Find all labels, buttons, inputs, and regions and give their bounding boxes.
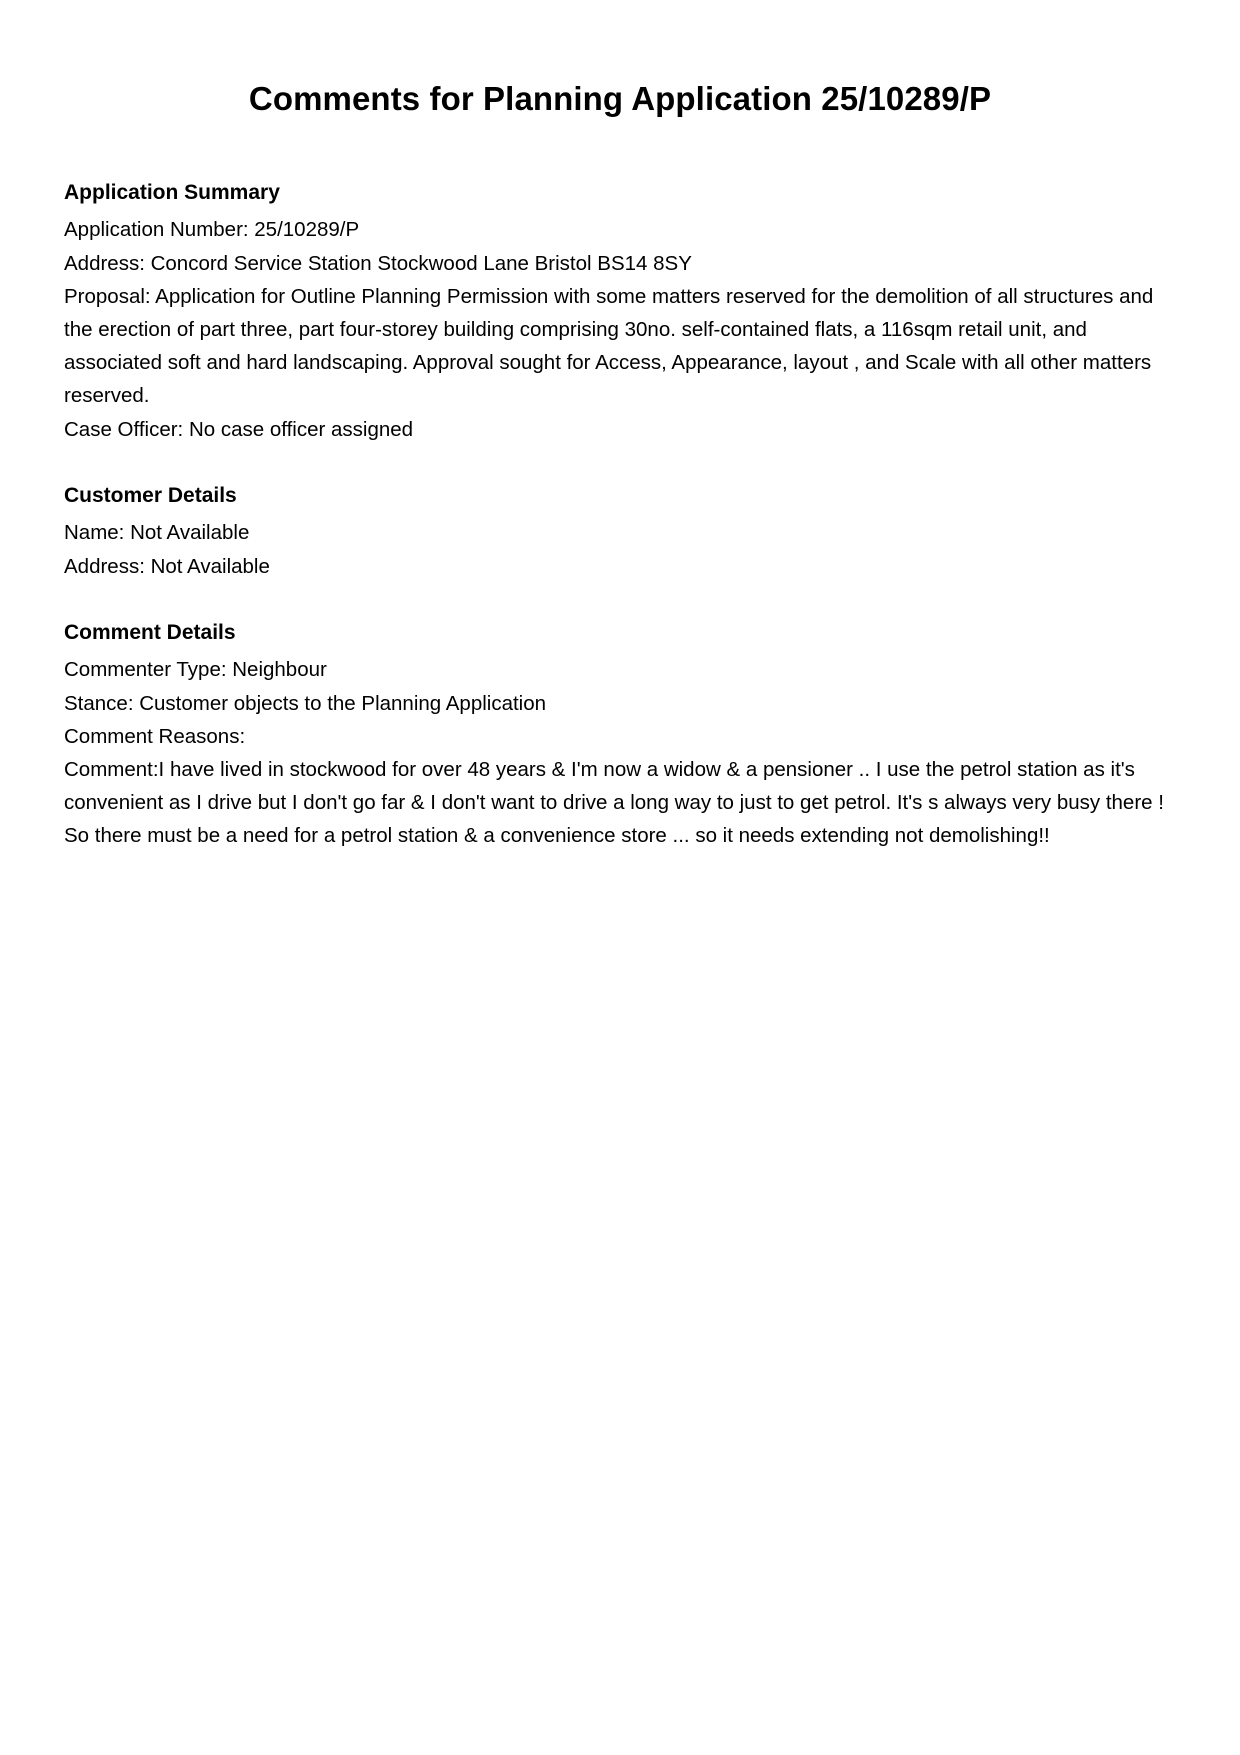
section-customer-details	[64, 480, 1176, 583]
commenter-type-line: Commenter Type: Neighbour	[64, 658, 327, 682]
section-heading-customer-details: Customer Details	[64, 483, 237, 507]
page-title: Comments for Planning Application 25/10289/P	[248, 80, 992, 117]
customer-address-line: Address: Not Available	[64, 554, 270, 578]
section-heading-application-summary: Application Summary	[64, 180, 280, 204]
application-number-line: Application Number: 25/10289/P	[64, 218, 360, 242]
section-heading-comment-details: Comment Details	[64, 620, 236, 644]
case-officer-line: Case Officer: No case officer assigned	[64, 417, 414, 441]
customer-name-line: Name: Not Available	[64, 521, 250, 545]
application-address-line: Address: Concord Service Station Stockwood Lane Bristol BS14 8SY	[64, 251, 692, 275]
comment-reasons-line: Comment Reasons:	[64, 724, 246, 748]
application-proposal-line: Proposal: Application for Outline Planning Permission with some matters reserved for the demolition of all structures and the erection of part three, part four-storey building comprising 30no. self-contained flats, a 116sqm retail unit, and associated soft and hard landscaping. Approval sought for Access, Appearance, layout , and Scale with all other matters reserved.	[64, 284, 1154, 408]
stance-line: Stance: Customer objects to the Planning Application	[64, 691, 547, 715]
section-comment-details	[64, 617, 1176, 853]
section-application-summary	[64, 177, 1176, 446]
comment-body: Comment:I have lived in stockwood for over 48 years & I'm now a widow & a pensioner .. I use the petrol station as it's convenient as I drive but I don't go far & I don't want to drive a long way to just to get petrol. It's s always very busy there ! So there must be a need for a petrol station & a convenience store ... so it needs extending not demolishing!!	[64, 757, 1164, 848]
